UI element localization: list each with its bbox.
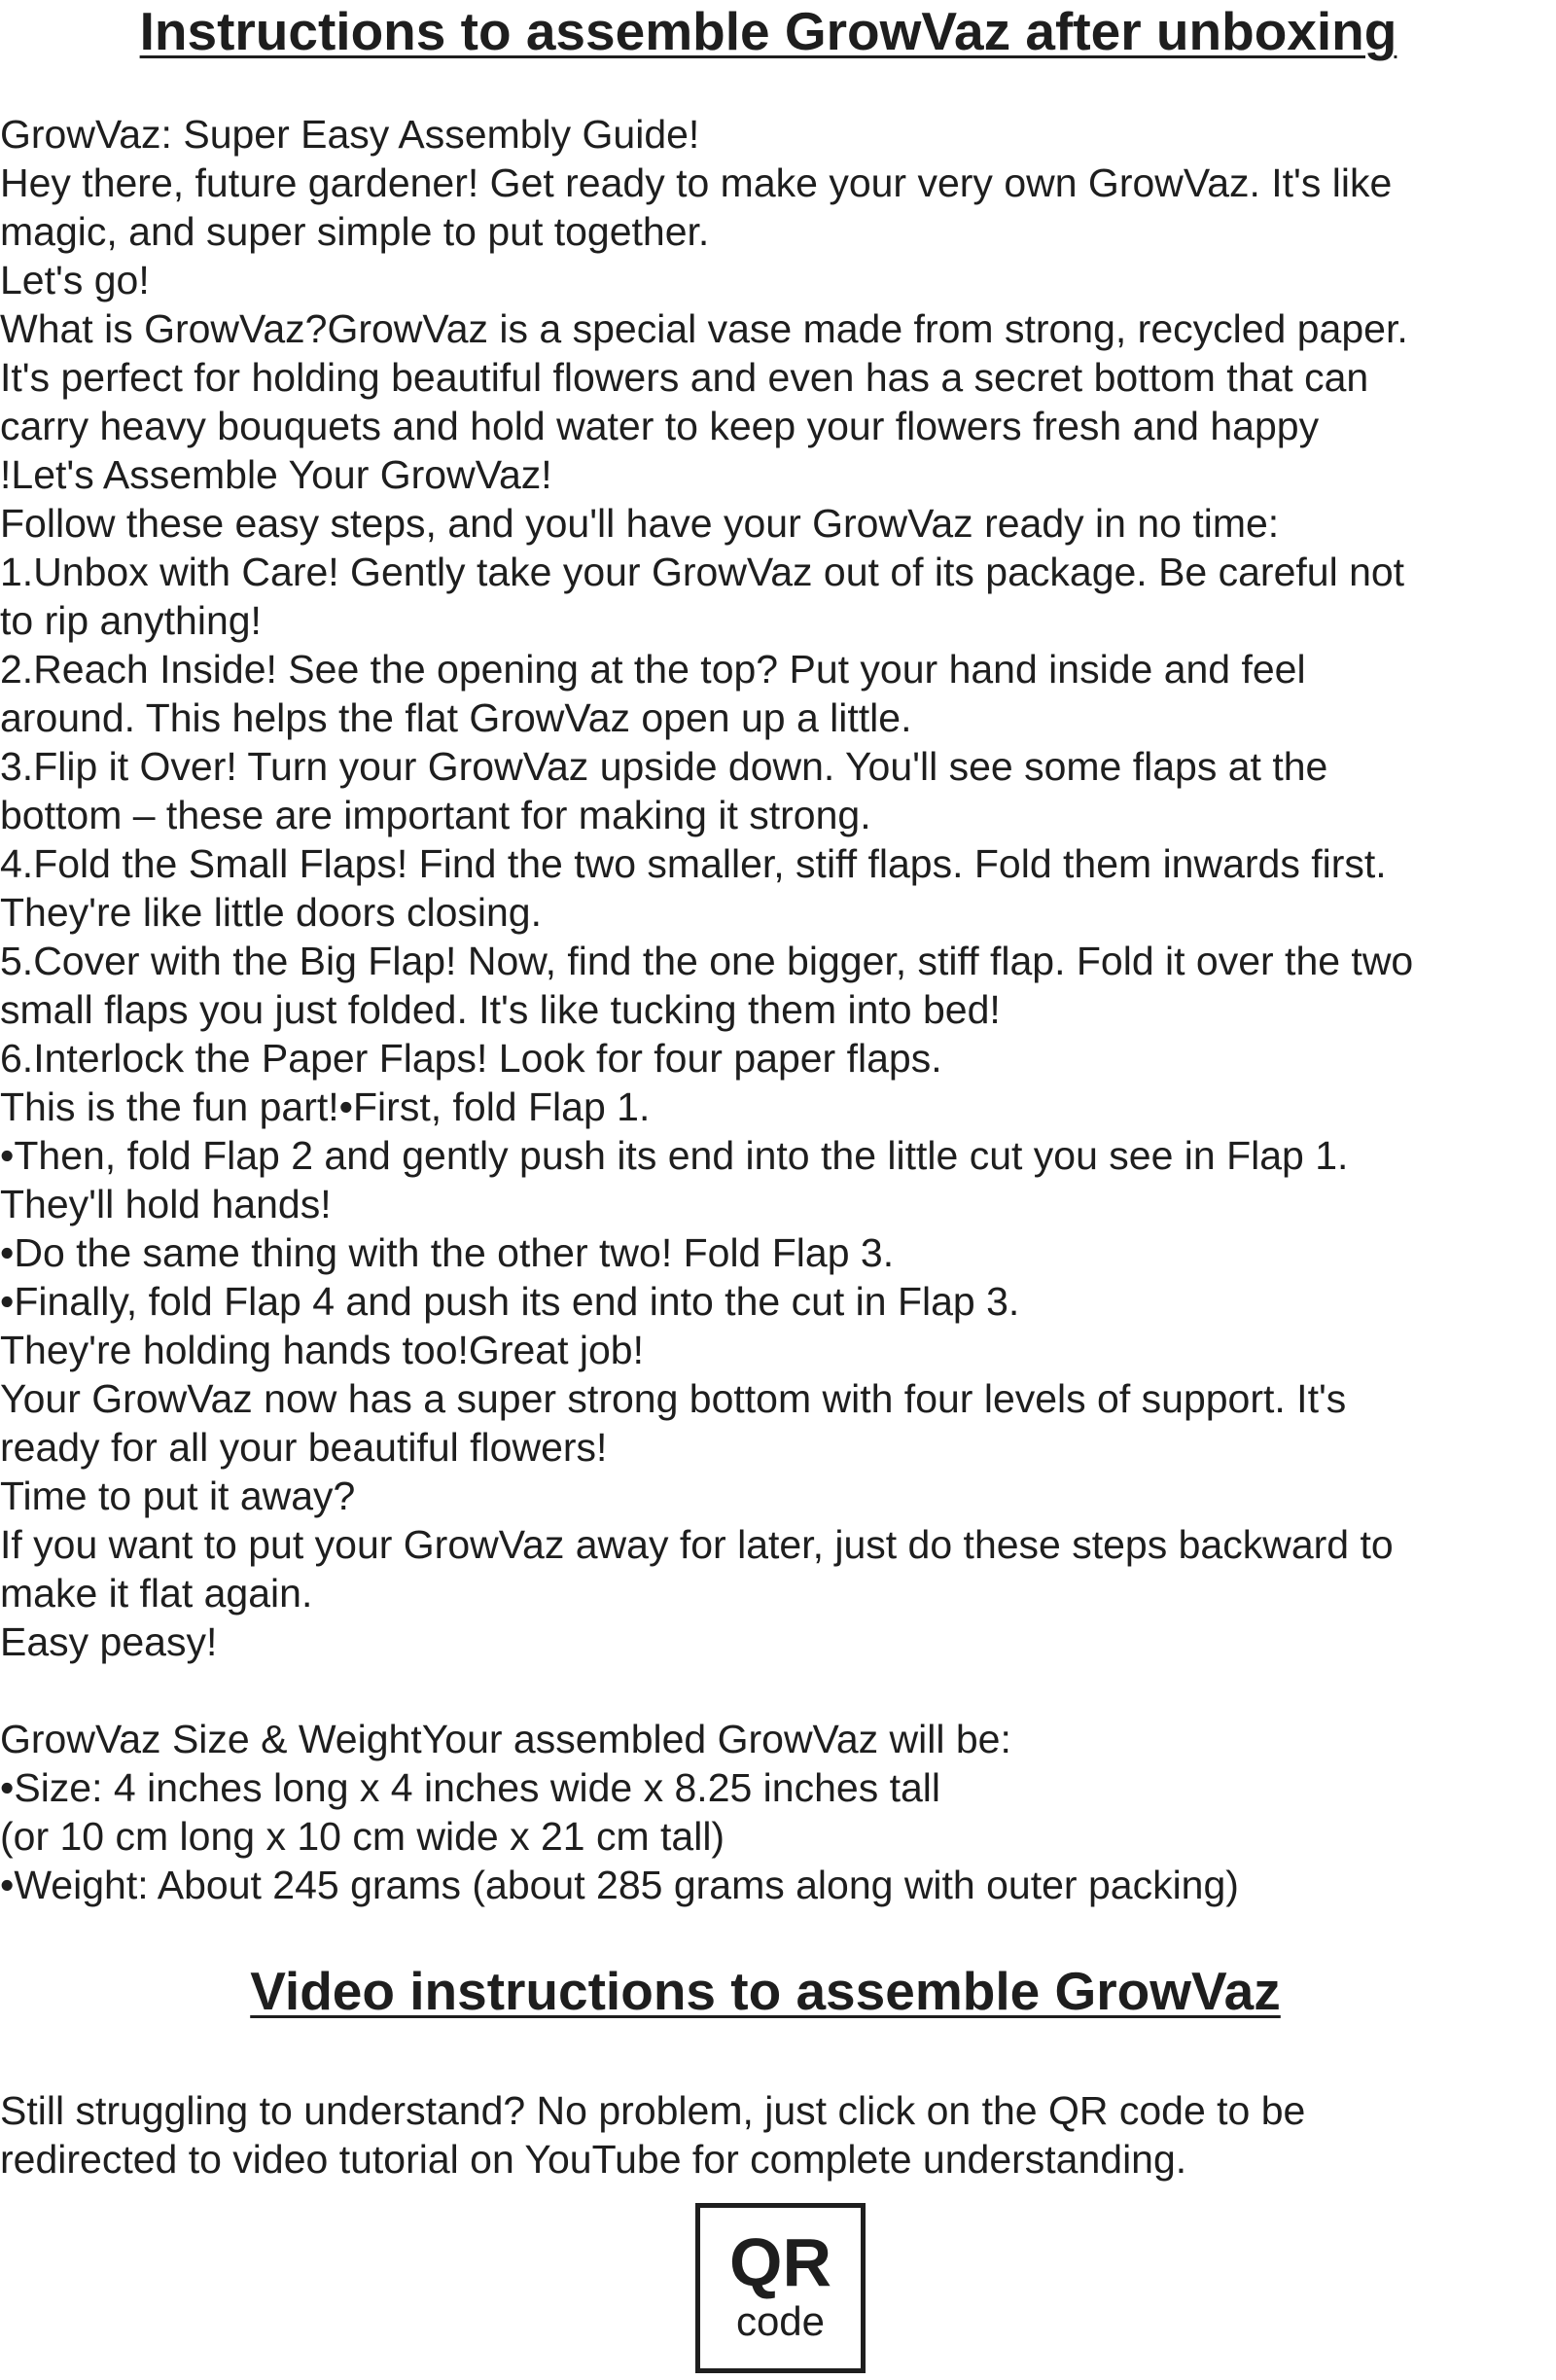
size-line: (or 10 cm long x 10 cm wide x 21 cm tall) — [0, 1814, 725, 1859]
step-line: They'll hold hands! — [0, 1182, 332, 1226]
step-line: 1.Unbox with Care! Gently take your GrowVaz out of its package. Be careful not — [0, 550, 1405, 594]
text-line: Let's go! — [0, 258, 150, 302]
text-line: What is GrowVaz?GrowVaz is a special vase made from strong, recycled paper. — [0, 306, 1408, 351]
text-line: Time to put it away? — [0, 1474, 356, 1518]
text-line: Hey there, future gardener! Get ready to make your very own GrowVaz. It's like — [0, 160, 1393, 205]
step-line: 2.Reach Inside! See the opening at the top? Put your hand inside and feel — [0, 647, 1306, 692]
page-title: Instructions to assemble GrowVaz after unboxing — [139, 1, 1397, 61]
step-line: This is the fun part!•First, fold Flap 1. — [0, 1084, 651, 1129]
qr-label: QR — [729, 2224, 831, 2300]
text-line: Your GrowVaz now has a super strong bottom with four levels of support. It's — [0, 1376, 1347, 1421]
text-line: GrowVaz: Super Easy Assembly Guide! — [0, 112, 700, 157]
text-line: redirected to video tutorial on YouTube for complete understanding. — [0, 2137, 1187, 2182]
step-line: •Finally, fold Flap 4 and push its end into the cut in Flap 3. — [0, 1279, 1020, 1324]
text-line: magic, and super simple to put together. — [0, 209, 710, 254]
text-line: It's perfect for holding beautiful flowers and even has a secret bottom that can — [0, 355, 1369, 400]
step-line: bottom – these are important for making it strong. — [0, 793, 871, 837]
video-section-title: Video instructions to assemble GrowVaz — [250, 1961, 1281, 2021]
step-line: around. This helps the flat GrowVaz open up a little. — [0, 695, 912, 740]
step-line: They're holding hands too!Great job! — [0, 1328, 644, 1372]
text-line: Easy peasy! — [0, 1619, 218, 1664]
size-line: GrowVaz Size & WeightYour assembled GrowVaz will be: — [0, 1717, 1011, 1761]
step-line: small flaps you just folded. It's like tucking them into bed! — [0, 987, 1001, 1032]
step-line: They're like little doors closing. — [0, 890, 543, 935]
step-line: 4.Fold the Small Flaps! Find the two smaller, stiff flaps. Fold them inwards first. — [0, 841, 1387, 886]
text-line: Follow these easy steps, and you'll have your GrowVaz ready in no time: — [0, 501, 1280, 546]
assembly-guide-text — [0, 110, 1554, 1909]
step-line: 5.Cover with the Big Flap! Now, find the one bigger, stiff flap. Fold it over the two — [0, 939, 1414, 983]
qr-sublabel: code — [735, 2298, 826, 2344]
step-line: •Then, fold Flap 2 and gently push its end into the little cut you see in Flap 1. — [0, 1133, 1349, 1178]
size-line: •Weight: About 245 grams (about 285 grams along with outer packing) — [0, 1863, 1239, 1907]
video-instructions-text — [0, 2086, 1554, 2184]
qr-code-link[interactable] — [695, 2203, 866, 2373]
text-line: Still struggling to understand? No problem, just click on the QR code to be — [0, 2088, 1306, 2133]
blank-line — [0, 1666, 1554, 1715]
text-line: !Let's Assemble Your GrowVaz! — [0, 452, 552, 497]
step-line: •Do the same thing with the other two! Fold Flap 3. — [0, 1230, 895, 1275]
text-line: make it flat again. — [0, 1571, 313, 1616]
text-line: If you want to put your GrowVaz away for later, just do these steps backward to — [0, 1522, 1394, 1567]
text-line: carry heavy bouquets and hold water to keep your flowers fresh and happy — [0, 404, 1320, 448]
step-line: 3.Flip it Over! Turn your GrowVaz upside down. You'll see some flaps at the — [0, 744, 1328, 789]
step-line: to rip anything! — [0, 598, 262, 643]
step-line: 6.Interlock the Paper Flaps! Look for four paper flaps. — [0, 1036, 942, 1081]
size-line: •Size: 4 inches long x 4 inches wide x 8.25 inches tall — [0, 1765, 941, 1810]
text-line: ready for all your beautiful flowers! — [0, 1425, 608, 1470]
